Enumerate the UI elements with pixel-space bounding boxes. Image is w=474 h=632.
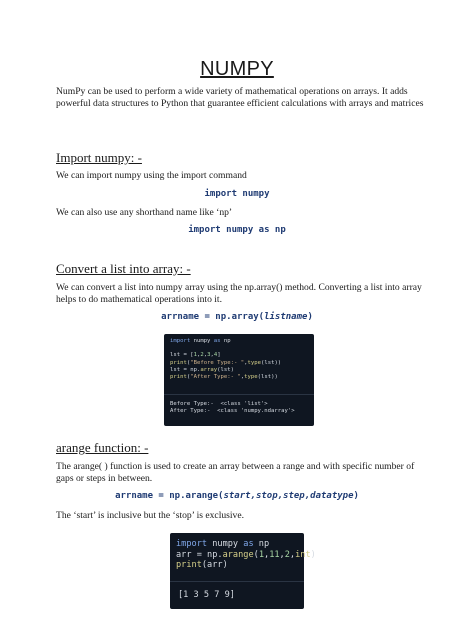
code-line: print("Before Type:- ",type(lst)) <box>170 359 282 366</box>
terminal-output <box>170 401 295 415</box>
code-line: lst = np.array(lst) <box>170 366 234 373</box>
shorthand-text: We can also use any shorthand name like ‘np’ <box>56 207 233 218</box>
import-as-np-code: import numpy as np <box>188 225 286 235</box>
code-line: import numpy as np <box>176 539 270 549</box>
start-stop-note: The ‘start’ is inclusive but the ‘stop’ is exclusive. <box>56 510 245 521</box>
intro-paragraph: NumPy can be used to perform a wide variety of mathematical operations on arrays. It adds powerful data structures to Python that guarantee efficient calculations with arrays and matrices <box>56 86 424 110</box>
page-title: NUMPY <box>200 58 274 80</box>
np-arange-syntax: arrname = np.arange(start,stop,step,datatype) <box>115 491 359 501</box>
code-line: import numpy as np <box>170 338 231 344</box>
terminal-separator <box>164 394 314 395</box>
code-line <box>170 345 308 352</box>
terminal-output <box>178 590 235 601</box>
heading-convert-list: Convert a list into array: - <box>56 261 191 276</box>
heading-arange-function: arange function: - <box>56 440 149 455</box>
output-line: [1 3 5 7 9] <box>178 590 235 600</box>
terminal-code <box>170 338 308 381</box>
code-line: print("After Type:- ",type(lst)) <box>170 374 278 381</box>
terminal-separator <box>170 581 304 582</box>
output-line: After Type:- <class 'numpy.ndarray'> <box>170 408 295 415</box>
heading-import-numpy: Import numpy: - <box>56 150 142 165</box>
code-line: print(arr) <box>176 560 228 570</box>
np-array-syntax: arrname = np.array(listname) <box>161 312 313 322</box>
np-array-terminal <box>164 334 314 426</box>
code-line: arr = np.arange(1,11,2,int) <box>176 549 316 560</box>
code-line: lst = [1,2,3,4] <box>170 352 221 359</box>
import-text: We can import numpy using the import command <box>56 170 247 181</box>
output-line: Before Type:- <class 'list'> <box>170 401 268 407</box>
import-code: import numpy <box>204 189 270 199</box>
terminal-code <box>176 539 316 571</box>
arange-text: The arange( ) function is used to create an array between a range and with specific number of gaps or steps in between. <box>56 461 415 485</box>
convert-text: We can convert a list into numpy array using the np.array() method. Converting a list into array helps to do mathematical operations into it. <box>56 282 422 306</box>
np-arange-terminal <box>170 533 316 609</box>
